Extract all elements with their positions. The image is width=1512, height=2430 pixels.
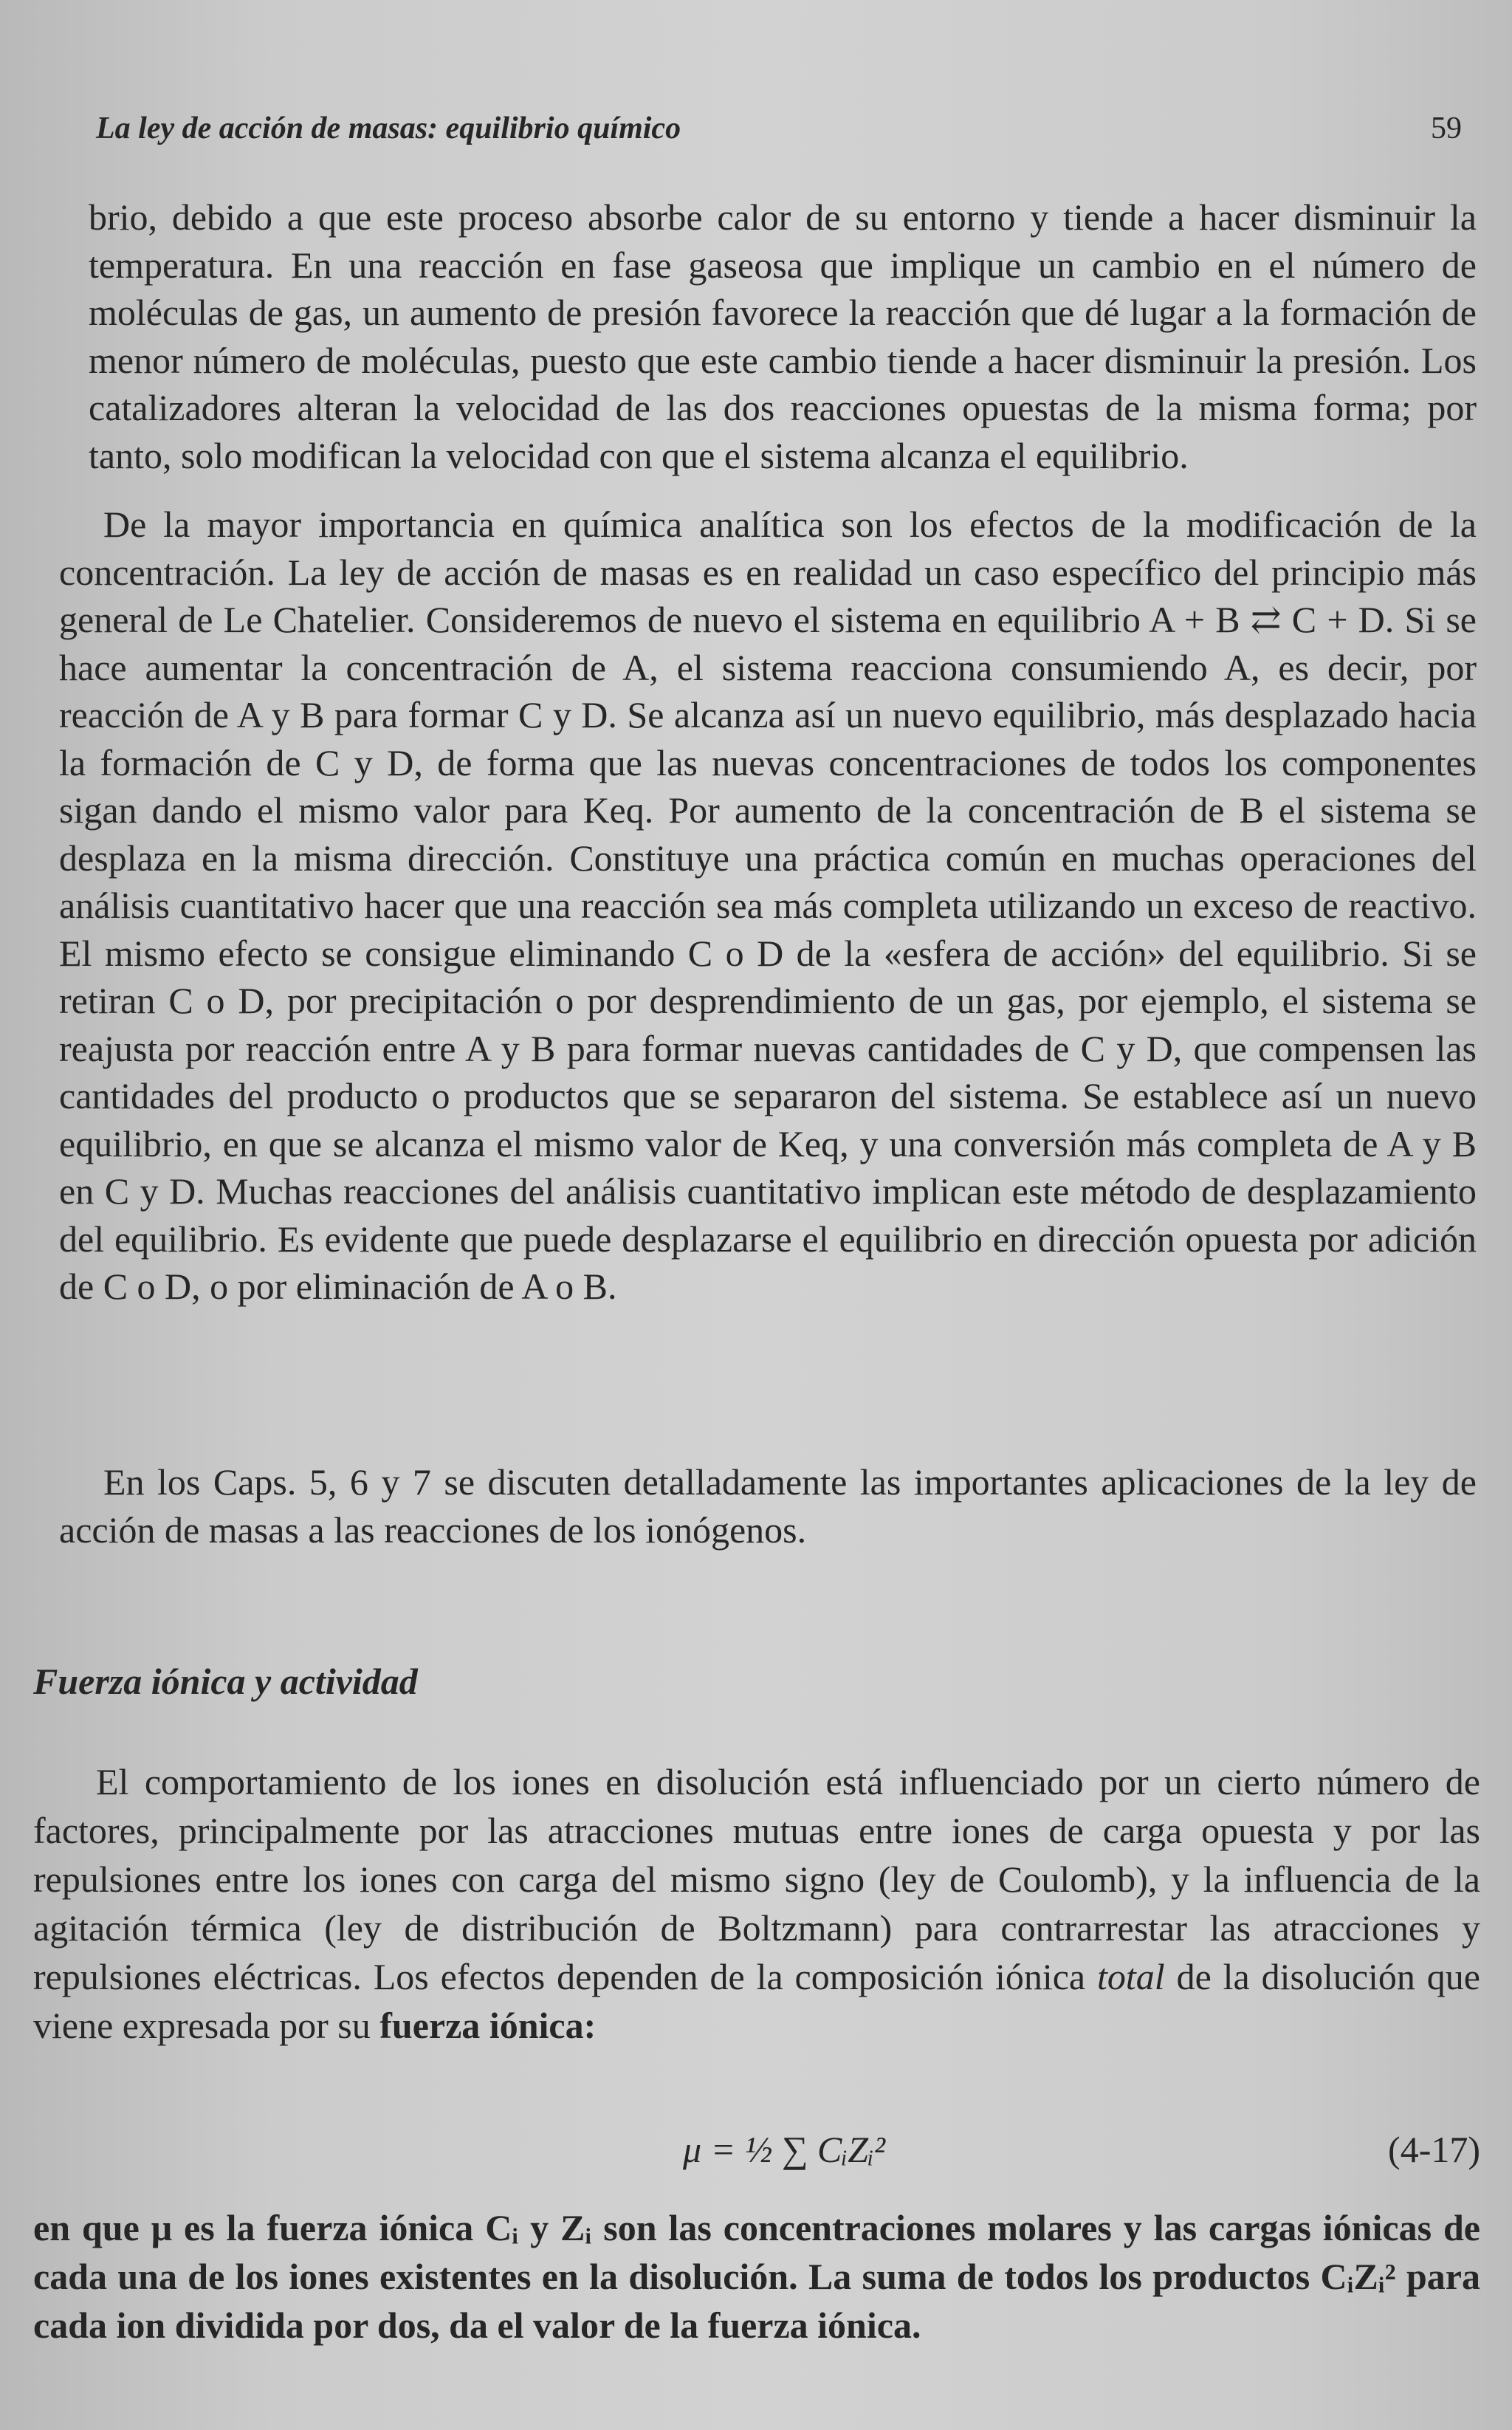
paragraph-chapter-reference: En los Caps. 5, 6 y 7 se discuten detalladamente las importantes aplicaciones de la ley de acción de masas a las reacciones de los ionógenos. [59, 1461, 1477, 1551]
ionic-strength-formula: μ = ½ ∑ CᵢZᵢ² [683, 2129, 885, 2170]
paragraph-formula-explanation: en que μ es la fuerza iónica Cᵢ y Zᵢ son las concentraciones molares y las cargas iónicas de cada una de los iones existentes en la disolución. La suma de todos los productos CᵢZᵢ² para cada ion dividida por dos, da el valor de la fuerza iónica. [33, 2207, 1480, 2346]
equation-row [33, 2128, 1480, 2180]
equation-number: (4-17) [1388, 2129, 1480, 2170]
paragraph-ionic-text-2: de la disolución que viene expresada por su [33, 1956, 1480, 2046]
paragraph-ionic-text-1: El comportamiento de los iones en disolución está influenciado por un cierto número de factores, principalmente por las atracciones mutuas entre iones de carga opuesta y por las repulsiones entre los iones con carga del mismo signo (ley de Coulomb), y la influencia de la agitación térmica (ley de distribución de Boltzmann) para contrarrestar las atracciones y repulsiones eléctricas. Los efectos dependen de la composición iónica [33, 1761, 1480, 1997]
term-ionic-strength: fuerza iónica: [379, 2005, 597, 2046]
running-head-title: La ley de acción de masas: equilibrio químico [96, 111, 681, 145]
page-number: 59 [1431, 111, 1462, 145]
emphasis-total: total [1097, 1956, 1165, 1997]
paragraph-ionic-behavior [33, 1757, 1480, 2050]
paragraph-le-chatelier: De la mayor importancia en química analítica son los efectos de la modificación de la concentración. La ley de acción de masas es en realidad un caso específico del principio más general de Le Chatelier. Consideremos de nuevo el sistema en equilibrio A + B ⇄ C + D. Si se hace aumentar la concentración de A, el sistema reacciona consumiendo A, es decir, por reacción de A y B para formar C y D. Se alcanza así un nuevo equilibrio, más desplazado hacia la formación de C y D, de forma que las nuevas concentraciones de todos los componentes sigan dando el mismo valor para Keq. Por aumento de la concentración de B el sistema se desplaza en la misma dirección. Constituye una práctica común en muchas operaciones del análisis cuantitativo hacer que una reacción sea más completa utilizando un exceso de reactivo. El mismo efecto se consigue eliminando C o D de la «esfera de acción» del equilibrio. Si se retiran C o D, por precipitación o por desprendimiento de un gas, por ejemplo, el sistema se reajusta por reacción entre A y B para formar nuevas cantidades de C y D, que compensen las cantidades del producto o productos que se separaron del sistema. Se establece así un nuevo equilibrio, en que se alcanza el mismo valor de Keq, y una conversión más completa de A y B en C y D. Muchas reacciones del análisis cuantitativo implican este método de desplazamiento del equilibrio. Es evidente que puede desplazarse el equilibrio en dirección opuesta por adición de C o D, o por eliminación de A o B. [59, 504, 1477, 1307]
running-head [96, 111, 1484, 155]
paragraph-continuation: brio, debido a que este proceso absorbe calor de su entorno y tiende a hacer disminuir la temperatura. En una reacción en fase gaseosa que implique un cambio en el número de moléculas de gas, un aumento de presión favorece la reacción que dé lugar a la formación de menor número de moléculas, puesto que este cambio tiende a hacer disminuir la presión. Los catalizadores alteran la velocidad de las dos reacciones opuestas de la misma forma; por tanto, solo modifican la velocidad con que el sistema alcanza el equilibrio. [89, 196, 1477, 476]
section-heading: Fuerza iónica y actividad [33, 1661, 418, 1702]
